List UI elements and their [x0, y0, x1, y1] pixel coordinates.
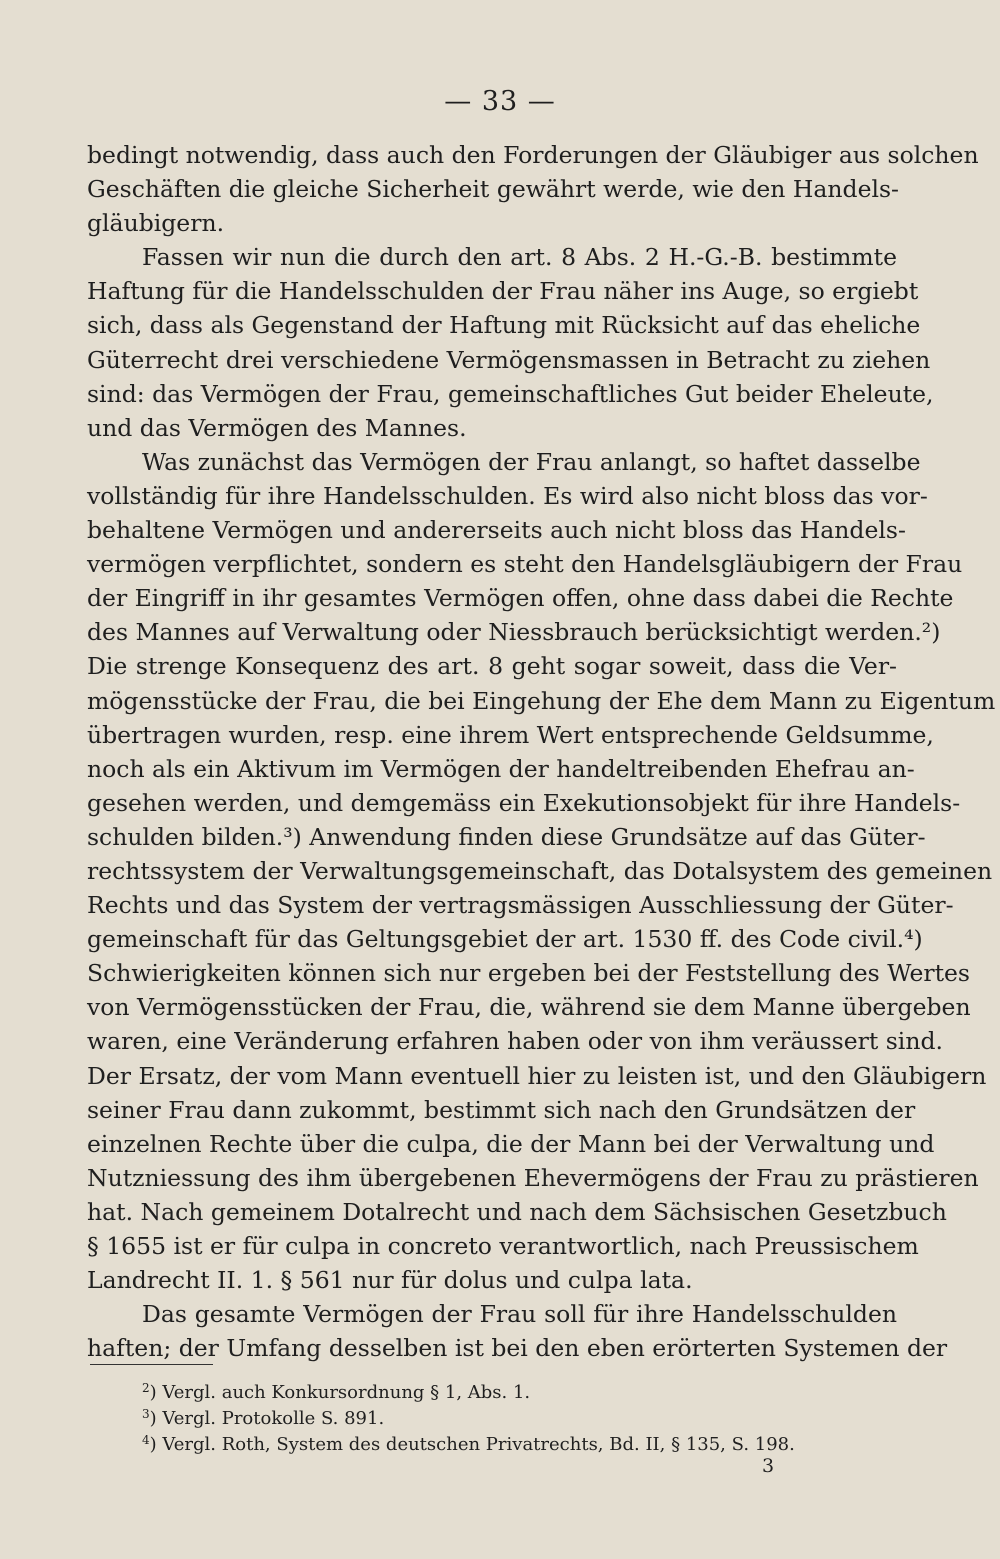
text-line: seiner Frau dann zukommt, bestimmt sich nach den Grundsätzen der — [87, 1095, 916, 1124]
text-line: rechtssystem der Verwaltungsgemeinschaft, das Dotalsystem des gemeinen — [87, 856, 993, 885]
footnote-text: ) Vergl. auch Konkursordnung § 1, Abs. 1. — [149, 1382, 531, 1403]
text-line: Das gesamte Vermögen der Frau soll für ihre Handelsschulden — [142, 1300, 897, 1329]
footnote — [142, 1401, 902, 1427]
text-line: Der Ersatz, der vom Mann eventuell hier zu leisten ist, und den Gläubigern — [87, 1061, 987, 1090]
text-line: § 1655 ist er für culpa in concreto verantwortlich, nach Preussischem — [87, 1232, 919, 1260]
footnote-mark: 2 — [142, 1381, 150, 1395]
text-line: Fassen wir nun die durch den art. 8 Abs. 2 H.-G.-B. bestimmte — [142, 243, 897, 272]
text-line: von Vermögensstücken der Frau, die, während sie dem Manne übergeben — [87, 993, 971, 1022]
text-line: Nutzniessung des ihm übergebenen Ehevermögens der Frau zu prästieren — [87, 1163, 979, 1192]
text-line: hat. Nach gemeinem Dotalrecht und nach dem Sächsischen Gesetzbuch — [87, 1197, 947, 1226]
text-line: der Eingriff in ihr gesamtes Vermögen offen, ohne dass dabei die Rechte — [87, 584, 954, 613]
footnote — [142, 1375, 902, 1401]
footnote-rule — [90, 1364, 213, 1365]
page-number-header: — 33 — — [444, 86, 556, 117]
text-line: gemeinschaft für das Geltungsgebiet der art. 1530 ff. des Code civil.⁴) — [87, 925, 923, 954]
footnote-mark: 4 — [142, 1433, 150, 1447]
text-line: noch als ein Aktivum im Vermögen der handeltreibenden Ehefrau an- — [87, 754, 915, 783]
text-line: mögensstücke der Frau, die bei Eingehung der Ehe dem Mann zu Eigentum — [87, 686, 996, 715]
text-line: Haftung für die Handelsschulden der Frau näher ins Auge, so ergiebt — [87, 277, 919, 306]
text-line: waren, eine Veränderung erfahren haben oder von ihm veräussert sind. — [87, 1027, 943, 1056]
text-line: schulden bilden.³) Anwendung finden diese Grundsätze auf das Güter- — [87, 822, 926, 851]
signature-mark: 3 — [762, 1455, 775, 1477]
text-line: behaltene Vermögen und andererseits auch nicht bloss das Handels- — [87, 516, 906, 545]
footnote-mark: 3 — [142, 1407, 150, 1421]
text-line: gläubigern. — [87, 209, 225, 238]
text-line: übertragen wurden, resp. eine ihrem Wert entsprechende Geldsumme, — [87, 720, 934, 749]
text-line: einzelnen Rechte über die culpa, die der Mann bei der Verwaltung und — [87, 1129, 935, 1158]
text-line: Güterrecht drei verschiedene Vermögensmassen in Betracht zu ziehen — [87, 345, 931, 374]
text-line: Die strenge Konsequenz des art. 8 geht sogar soweit, dass die Ver- — [87, 652, 897, 681]
text-line: sind: das Vermögen der Frau, gemeinschaftliches Gut beider Eheleute, — [87, 379, 934, 408]
text-line: und das Vermögen des Mannes. — [87, 413, 467, 442]
body-text — [87, 138, 996, 1365]
footnote-text: ) Vergl. Roth, System des deutschen Privatrechts, Bd. II, § 135, S. 198. — [149, 1434, 795, 1455]
footnote — [142, 1427, 902, 1453]
text-line: Landrecht II. 1. § 561 nur für dolus und culpa lata. — [87, 1266, 693, 1295]
text-line: vermögen verpflichtet, sondern es steht den Handelsgläubigern der Frau — [87, 550, 963, 579]
text-line: gesehen werden, und demgemäss ein Exekutionsobjekt für ihre Handels- — [87, 788, 961, 817]
text-line: haften; der Umfang desselben ist bei den eben erörterten Systemen der — [87, 1334, 948, 1363]
text-line: Schwierigkeiten können sich nur ergeben bei der Feststellung des Wertes — [87, 959, 970, 988]
text-line: Was zunächst das Vermögen der Frau anlangt, so haftet dasselbe — [142, 447, 921, 476]
text-line: Geschäften die gleiche Sicherheit gewährt werde, wie den Handels- — [87, 175, 899, 204]
text-line: bedingt notwendig, dass auch den Forderungen der Gläubiger aus solchen — [87, 141, 979, 169]
text-line: des Mannes auf Verwaltung oder Niessbrauch berücksichtigt werden.²) — [87, 618, 941, 647]
text-line: Rechts und das System der vertragsmässigen Ausschliessung der Güter- — [87, 891, 954, 920]
footnote-text: ) Vergl. Protokolle S. 891. — [149, 1408, 385, 1429]
text-line: sich, dass als Gegenstand der Haftung mit Rücksicht auf das eheliche — [87, 311, 921, 340]
footnotes — [142, 1375, 902, 1453]
text-line: vollständig für ihre Handelsschulden. Es wird also nicht bloss das vor- — [87, 481, 928, 510]
